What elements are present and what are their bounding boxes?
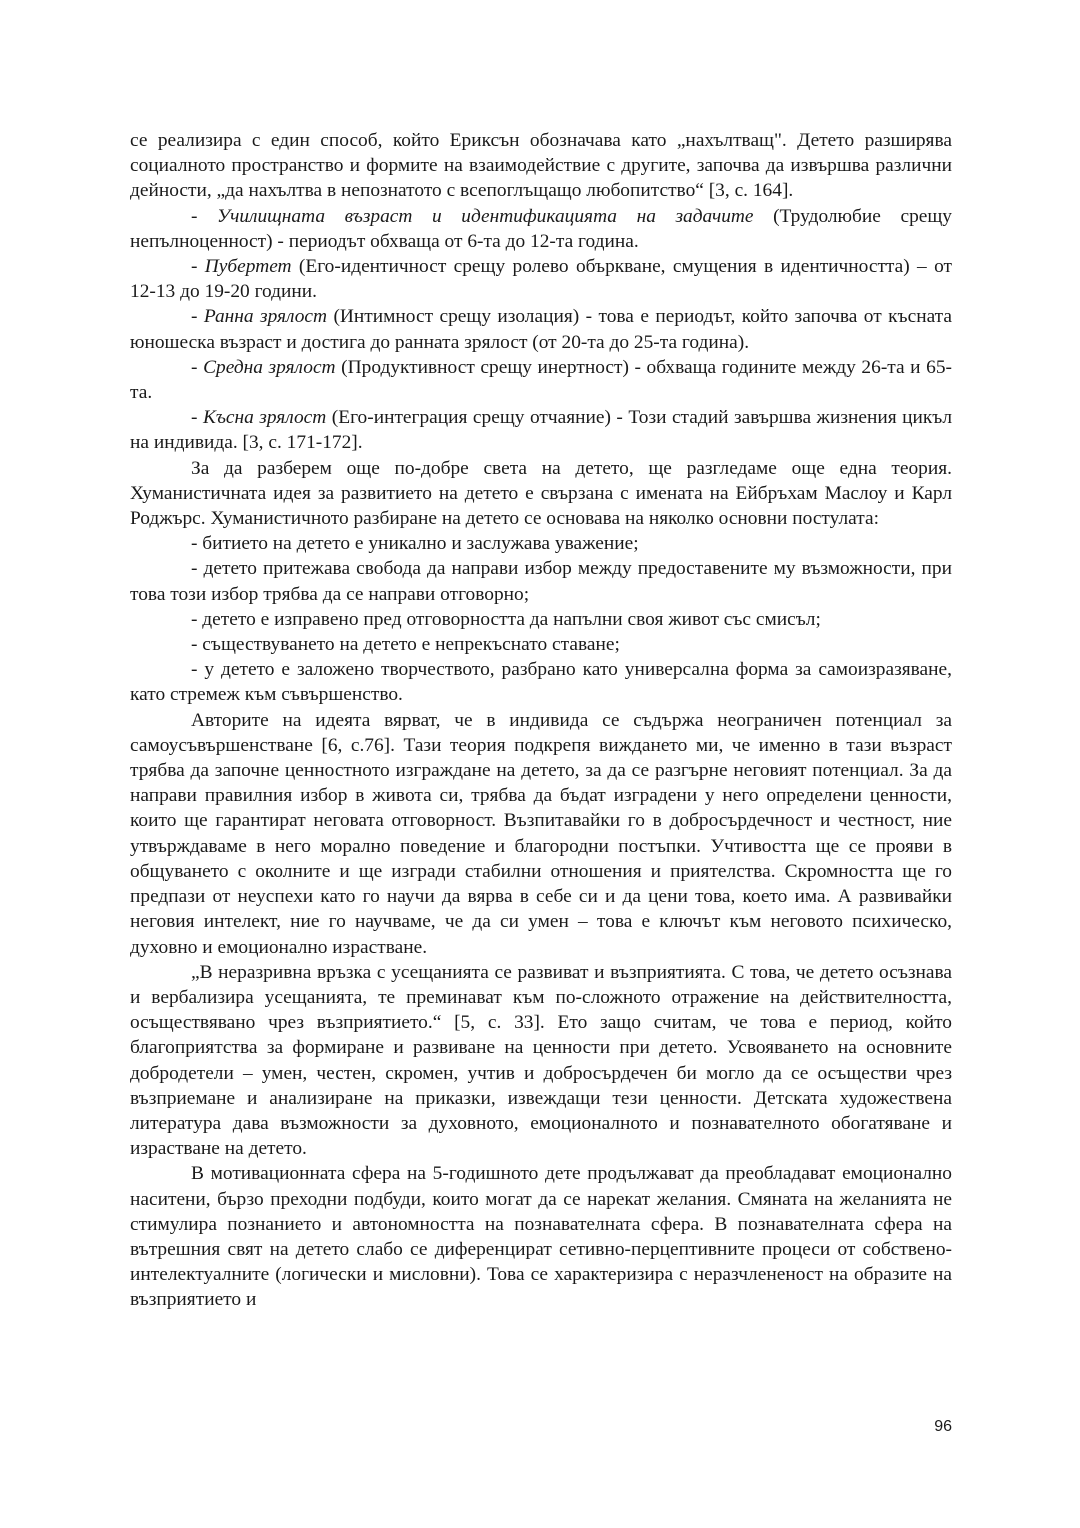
stage-middle-adulthood: [130, 355, 952, 405]
stage-dash: -: [191, 407, 203, 429]
stage-description: (Его-интеграция срещу отчаяние) - Този стадий завършва жизнения цикъл на индивида. [3, с. 171-172].: [130, 407, 952, 454]
stage-dash: -: [191, 205, 218, 227]
postulate-item: - съществуването на детето е непрекъснато ставане;: [191, 634, 620, 656]
stage-title: Ранна зрялост: [203, 306, 328, 328]
stage-title: Средна зрялост: [203, 356, 336, 378]
stage-description: (Его-идентичност срещу ролево объркване, смущения в идентичността) – от 12-13 до 19-20 години.: [130, 256, 952, 303]
postulate-item: - у детето е заложено творчеството, разбрано като универсална форма за самоизразяване, като стремеж към съвършенство.: [130, 659, 952, 706]
stage-puberty: [130, 254, 952, 304]
paragraph-perception-quote: „В неразривна връзка с усещанията се развиват и възприятията. С това, че детето осъзнава и вербализира усещанията, те преминават към по-сложното отражение на действителността, осъществявано чрез възприятието.“ [5, с. 33]. Ето защо считам, че това е период, който благоприятства за формиране и развиване на ценности при детето. Усвояването на основните добродетели – умен, честен, скромен, учтив и добросърдечен би могло да се осъществи чрез възприемане и анализиране на приказки, извеждащи тези ценности. Детската художествена литература дава възможности за духовното, емоционалното и познавателното обогатяване и израстване на детето.: [130, 961, 952, 1160]
postulate-item: - битието на детето е уникално и заслужава уважение;: [191, 533, 639, 555]
stage-description: (Продуктивност срещу инертност) - обхваща годините между 26-та и 65-та.: [130, 356, 953, 404]
page-number: 96: [934, 1418, 952, 1435]
stage-title: Училищната възраст и идентификацията на задачите: [217, 205, 754, 227]
paragraph-intro: се реализира с един способ, който Ериксън обозначава като „нахълтващ". Детето разширява социалното пространство и формите на взаимодействие с другите, започва да извършва различни дейности, „да нахълтва в непознатото с всепоглъщащо любопитство“ [3, с. 164].: [130, 130, 952, 202]
paragraph-values: Авторите на идеята вярват, че в индивида се съдържа неограничен потенциал за самоусъвършенстване [6, с.76]. Тази теория подкрепя виждането ми, че именно в тази възраст трябва да започне ценностното изграждане на детето, за да се разгърне неговият потенциал. За да направи правилния избор в живота си, трябва да бъдат изградени у него определени ценности, които ще гарантират неговата отговорност. Възпитавайки го в добросърдечност и честност, ние утвърждаваме в него морално поведение и благородни постъпки. Учтивостта ще се прояви в общуването с околните и ще изгради стабилни отношения и приятелства. Скромността ще го предпази от неуспехи като го научи да вярва в себе си и да цени това, което има. А развивайки неговия интелект, ние го научваме, че да си умен – това е ключът към неговото психическо, духовно и емоционално израстване.: [130, 709, 952, 958]
paragraph-motivation: В мотивационната сфера на 5-годишното дете продължават да преобладават емоционално наситени, бързо преходни подбуди, които могат да се нарекат желания. Смяната на желанията не стимулира познанието и автономността на познавателната сфера. В познавателната сфера на вътрешния свят на детето слабо се диференцират сетивно-перцептивните процеси от собствено-интелектуалните (логически и мисловни). Това се характеризира с неразчлененост на образите на възприятието и: [130, 1163, 952, 1311]
stage-dash: -: [191, 306, 204, 328]
stage-early-adulthood: [130, 304, 952, 354]
postulate-item: - детето е изправено пред отговорността да напълни своя живот със смисъл;: [191, 608, 821, 630]
stage-description: (Трудолюбие срещу непълноценност) - периодът обхваща от 6-та до 12-та година.: [130, 205, 952, 252]
paragraph-humanistic-theory: За да разберем още по-добре света на детето, ще разгледаме още една теория. Хуманистичната идея за развитието на детето е свързана с имената на Ейбръхам Маслоу и Карл Роджърс. Хуманистичното разбиране на детето се основава на няколко основни постулата:: [130, 457, 952, 530]
stage-dash: -: [191, 356, 204, 378]
stage-school-age: [130, 204, 952, 254]
stage-late-adulthood: [130, 405, 952, 455]
postulate-item: - детето притежава свобода да направи избор между предоставените му възможности, при това този избор трябва да се направи отговорно;: [130, 558, 952, 605]
stage-dash: -: [191, 256, 205, 278]
document-body: [130, 128, 952, 1313]
stage-description: (Интимност срещу изолация) - това е периодът, който започва от късната юношеска възраст и достига до ранната зрялост (от 20-та до 25-та година).: [130, 306, 952, 353]
stage-title: Късна зрялост: [202, 407, 327, 429]
stage-title: Пубертет: [204, 256, 292, 278]
